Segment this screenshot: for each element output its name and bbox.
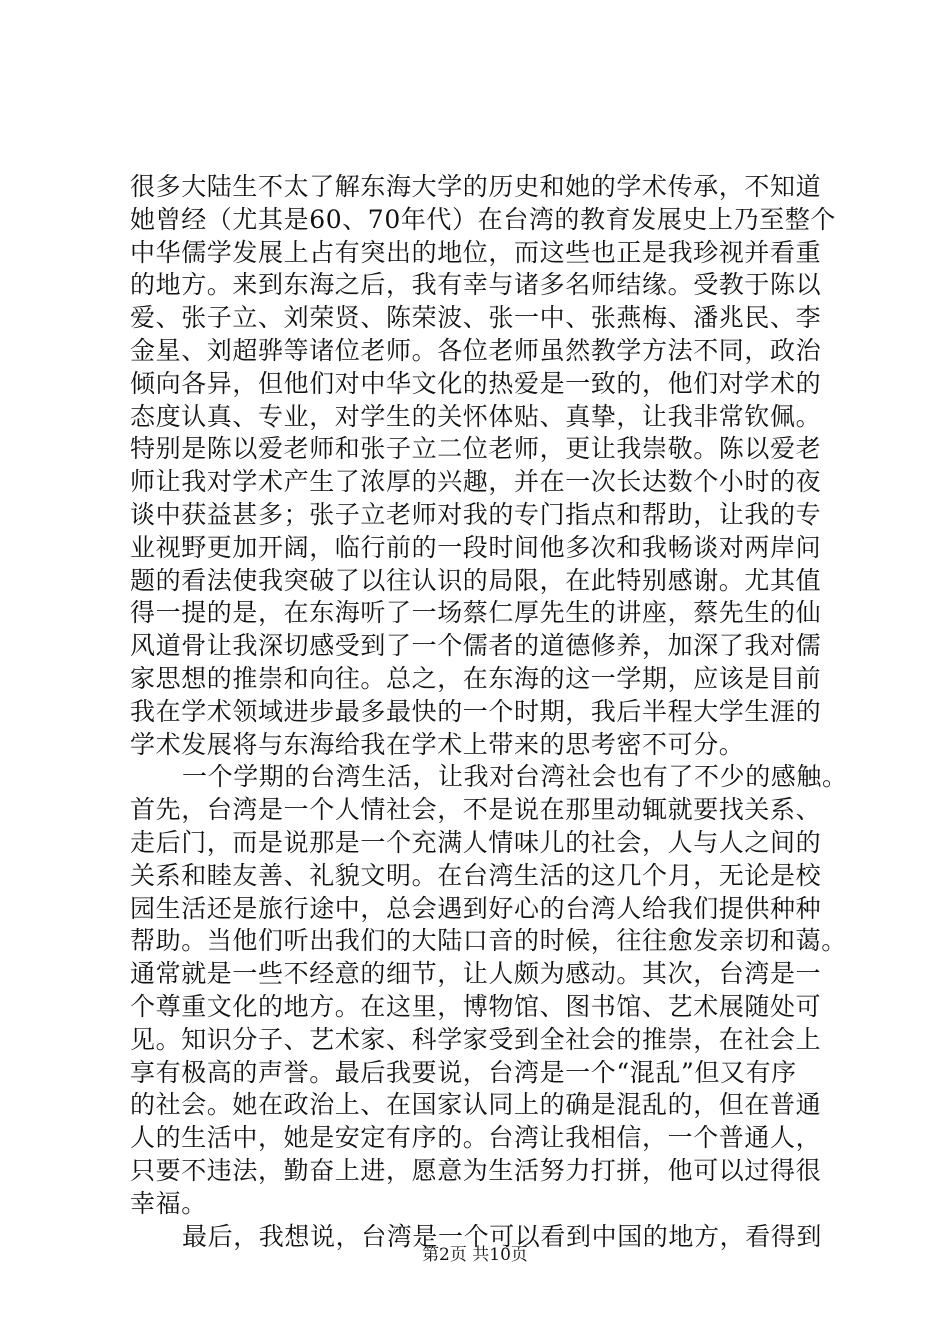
text-line: 态度认真、专业，对学生的关怀体贴、真挚，让我非常钦佩。 <box>130 401 822 431</box>
text-line: 的社会。她在政治上、在国家认同上的确是混乱的，但在普通 <box>130 1090 822 1120</box>
text-line: 园生活还是旅行途中，总会遇到好心的台湾人给我们提供种种 <box>130 893 822 923</box>
text-line: 享有极高的声誉。最后我要说，台湾是一个“混乱”但又有序 <box>130 1057 797 1087</box>
text-line: 首先，台湾是一个人情社会，不是说在那里动辄就要找关系、 <box>130 795 822 825</box>
text-line: 见。知识分子、艺术家、科学家受到全社会的推崇，在社会上 <box>130 1024 822 1054</box>
text-line: 中华儒学发展上占有突出的地位，而这些也正是我珍视并看重 <box>130 237 822 267</box>
text-line: 业视野更加开阔，临行前的一段时间他多次和我畅谈对两岸问 <box>130 532 822 562</box>
text-line: 她曾经（尤其是60、70年代）在台湾的教育发展史上乃至整个 <box>130 204 837 234</box>
text-line: 学术发展将与东海给我在学术上带来的思考密不可分。 <box>130 729 745 759</box>
text-line: 谈中获益甚多；张子立老师对我的专门指点和帮助，让我的专 <box>130 499 822 529</box>
text-line: 师让我对学术产生了浓厚的兴趣，并在一次长达数个小时的夜 <box>130 467 822 497</box>
text-line: 很多大陆生不太了解东海大学的历史和她的学术传承，不知道 <box>130 172 822 201</box>
text-line: 走后门，而是说那是一个充满人情味儿的社会，人与人之间的 <box>130 827 822 857</box>
text-line: 风道骨让我深切感受到了一个儒者的道德修养，加深了我对儒 <box>130 631 822 661</box>
page-number-label: 第2页 共10页 <box>422 1245 528 1265</box>
text-line: 关系和睦友善、礼貌文明。在台湾生活的这几个月，无论是校 <box>130 860 822 890</box>
text-line: 幸福。 <box>130 1188 207 1218</box>
text-line: 个尊重文化的地方。在这里，博物馆、图书馆、艺术展随处可 <box>130 991 822 1021</box>
body-text <box>130 171 848 1253</box>
text-line: 特别是陈以爱老师和张子立二位老师，更让我崇敬。陈以爱老 <box>130 434 822 464</box>
text-line: 的地方。来到东海之后，我有幸与诸多名师结缘。受教于陈以 <box>130 270 822 300</box>
paragraph-first-line: 最后，我想说，台湾是一个可以看到中国的地方，看得到 <box>182 1221 823 1251</box>
text-line: 得一提的是，在东海听了一场蔡仁厚先生的讲座，蔡先生的仙 <box>130 598 822 628</box>
text-line: 帮助。当他们听出我们的大陆口音的时候，往往愈发亲切和蔼。 <box>130 926 847 956</box>
text-line: 通常就是一些不经意的细节，让人颇为感动。其次，台湾是一 <box>130 959 822 989</box>
page-footer <box>0 1244 950 1266</box>
text-line: 倾向各异，但他们对中华文化的热爱是一致的，他们对学术的 <box>130 368 822 398</box>
text-line: 爱、张子立、刘荣贤、陈荣波、张一中、张燕梅、潘兆民、李 <box>130 303 822 333</box>
text-line: 我在学术领域进步最多最快的一个时期，我后半程大学生涯的 <box>130 696 822 726</box>
text-line: 只要不违法，勤奋上进，愿意为生活努力打拼，他可以过得很 <box>130 1155 822 1185</box>
paragraph-first-line: 一个学期的台湾生活，让我对台湾社会也有了不少的感触。 <box>182 762 848 792</box>
text-line: 金星、刘超骅等诸位老师。各位老师虽然教学方法不同，政治 <box>130 335 822 365</box>
text-line: 人的生活中，她是安定有序的。台湾让我相信，一个普通人， <box>130 1123 822 1153</box>
text-line: 家思想的推崇和向往。总之，在东海的这一学期，应该是目前 <box>130 663 822 693</box>
text-line: 题的看法使我突破了以往认识的局限，在此特别感谢。尤其值 <box>130 565 822 595</box>
